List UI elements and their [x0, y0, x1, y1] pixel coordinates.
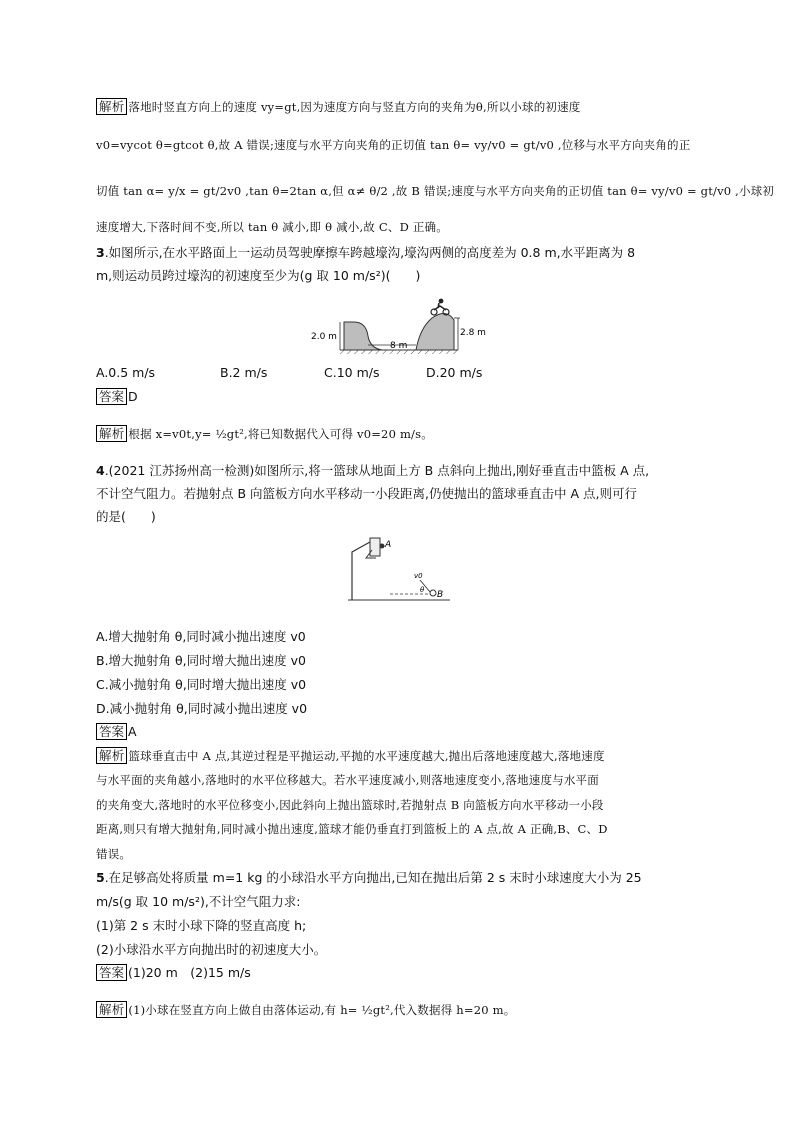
label-theta: θ: [420, 586, 425, 594]
q4-stem-line-3: 的是( ): [96, 509, 156, 524]
answer-tag: 答案: [96, 388, 127, 405]
jiexi-tag: 解析: [96, 1001, 127, 1018]
label-v0: v0: [414, 572, 423, 580]
right-hill-shape: [416, 313, 454, 350]
backboard-pole: [352, 542, 370, 600]
q4-stem-line-1: 4.(2021 江苏扬州高一检测)如图所示,将一篮球从地面上方 B 点斜向上抛出,刚好垂直击中篮板 A 点,: [96, 463, 650, 478]
answer-tag: 答案: [96, 964, 127, 981]
q4-option-c[interactable]: C.减小抛射角 θ,同时增大抛出速度 v0: [96, 677, 307, 692]
question-number: 3: [96, 245, 105, 260]
left-height-label: 2.0 m: [311, 332, 337, 342]
left-bank-shape: [344, 322, 382, 350]
question-number: 4: [96, 463, 105, 478]
gap-width-label: 8 m: [390, 341, 408, 351]
q4-option-d[interactable]: D.减小抛射角 θ,同时减小抛出速度 v0: [96, 701, 308, 716]
q5-subquestion-2: (2)小球沿水平方向抛出时的初速度大小。: [96, 942, 327, 957]
q5-subquestion-1: (1)第 2 s 末时小球下降的竖直高度 h;: [96, 918, 307, 933]
q3-option-a[interactable]: A.0.5 m/s: [96, 365, 156, 380]
label-a: A: [385, 540, 392, 550]
q4-basketball-figure: [346, 536, 456, 608]
q3-stem-line-1: 3.如图所示,在水平路面上一运动员驾驶摩擦车跨越壕沟,壕沟两侧的高度差为 0.8 m,水平距离为 8: [96, 245, 636, 260]
q2-jiexi-line-1: 解析 落地时竖直方向上的速度 vy=gt,因为速度方向与竖直方向的夹角为θ,所以小球的初速度: [96, 98, 696, 116]
q3-answer: 答案 D: [96, 388, 696, 406]
label-b: B: [437, 590, 444, 600]
q5-stem-line-1: 5.在足够高处将质量 m=1 kg 的小球沿水平方向抛出,已知在抛出后第 2 s 末时小球速度大小为 25: [96, 870, 642, 885]
question-number: 5: [96, 870, 105, 885]
motorcycle-icon: [431, 299, 449, 315]
q5-stem-line-2: m/s(g 取 10 m/s²),不计空气阻力求:: [96, 894, 301, 909]
ball-b-icon: [430, 590, 436, 596]
jiexi-tag: 解析: [96, 747, 127, 764]
jiexi-tag: 解析: [96, 98, 127, 115]
point-a-dot: [380, 544, 385, 549]
q4-stem-line-2: 不计空气阻力。若抛射点 B 向篮板方向水平移动一小段距离,仍使抛出的篮球垂直击中 A 点,则可行: [96, 486, 637, 501]
answer-tag: 答案: [96, 723, 127, 740]
right-height-label: 2.8 m: [460, 328, 486, 338]
q4-jiexi-line-2: 与水平面的夹角越小,落地时的水平位移越大。若水平速度减小,则落地速度变小,落地速度与水平面: [96, 773, 599, 787]
q3-option-b[interactable]: B.2 m/s: [220, 365, 268, 380]
q3-option-c[interactable]: C.10 m/s: [324, 365, 380, 380]
q4-jiexi-line-3: 的夹角变大,落地时的水平位移变小,因此斜向上抛出篮球时,若抛射点 B 向篮板方向水平移动一小段: [96, 798, 604, 812]
jiexi-tag: 解析: [96, 425, 127, 442]
q4-jiexi-line-5: 错误。: [96, 847, 132, 861]
q3-option-d[interactable]: D.20 m/s: [426, 365, 483, 380]
q2-jiexi-line-2: v0=vycot θ=gtcot θ,故 A 错误;速度与水平方向夹角的正切值 tan θ= vy/v0 = gt/v0 ,位移与水平方向夹角的正: [96, 138, 691, 152]
q3-stem-line-2: m,则运动员跨过壕沟的初速度至少为(g 取 10 m/s²)( ): [96, 268, 421, 283]
q3-jiexi: 解析 根据 x=v0t,y= ½gt²,将已知数据代入可得 v0=20 m/s。: [96, 425, 696, 443]
backboard: [370, 538, 380, 556]
q4-option-a[interactable]: A.增大抛射角 θ,同时减小抛出速度 v0: [96, 629, 306, 644]
q4-answer: 答案 A: [96, 723, 696, 741]
q5-answer: 答案 (1)20 m (2)15 m/s: [96, 964, 696, 982]
q2-jiexi-line-4: 速度增大,下落时间不变,所以 tan θ 减小,即 θ 减小,故 C、D 正确。: [96, 220, 448, 234]
q3-ditch-figure: [310, 292, 490, 358]
q4-jiexi-line-4: 距离,则只有增大抛射角,同时减小抛出速度,篮球才能仍垂直打到篮板上的 A 点,故 A 正确,B、C、D: [96, 822, 608, 836]
q4-option-b[interactable]: B.增大抛射角 θ,同时增大抛出速度 v0: [96, 653, 306, 668]
q5-jiexi: 解析 (1)小球在竖直方向上做自由落体运动,有 h= ½gt²,代入数据得 h=20 m。: [96, 1001, 696, 1019]
q2-jiexi-line-3: 切值 tan α= y/x = gt/2v0 ,tan θ=2tan α,但 α≠ θ/2 ,故 B 错误;速度与水平方向夹角的正切值 tan θ= vy/v0 = gt/v0 ,小球初: [96, 184, 775, 198]
q4-jiexi-line-1: 解析 篮球垂直击中 A 点,其逆过程是平抛运动,平抛的水平速度越大,抛出后落地速度越大,落地速度: [96, 747, 696, 765]
